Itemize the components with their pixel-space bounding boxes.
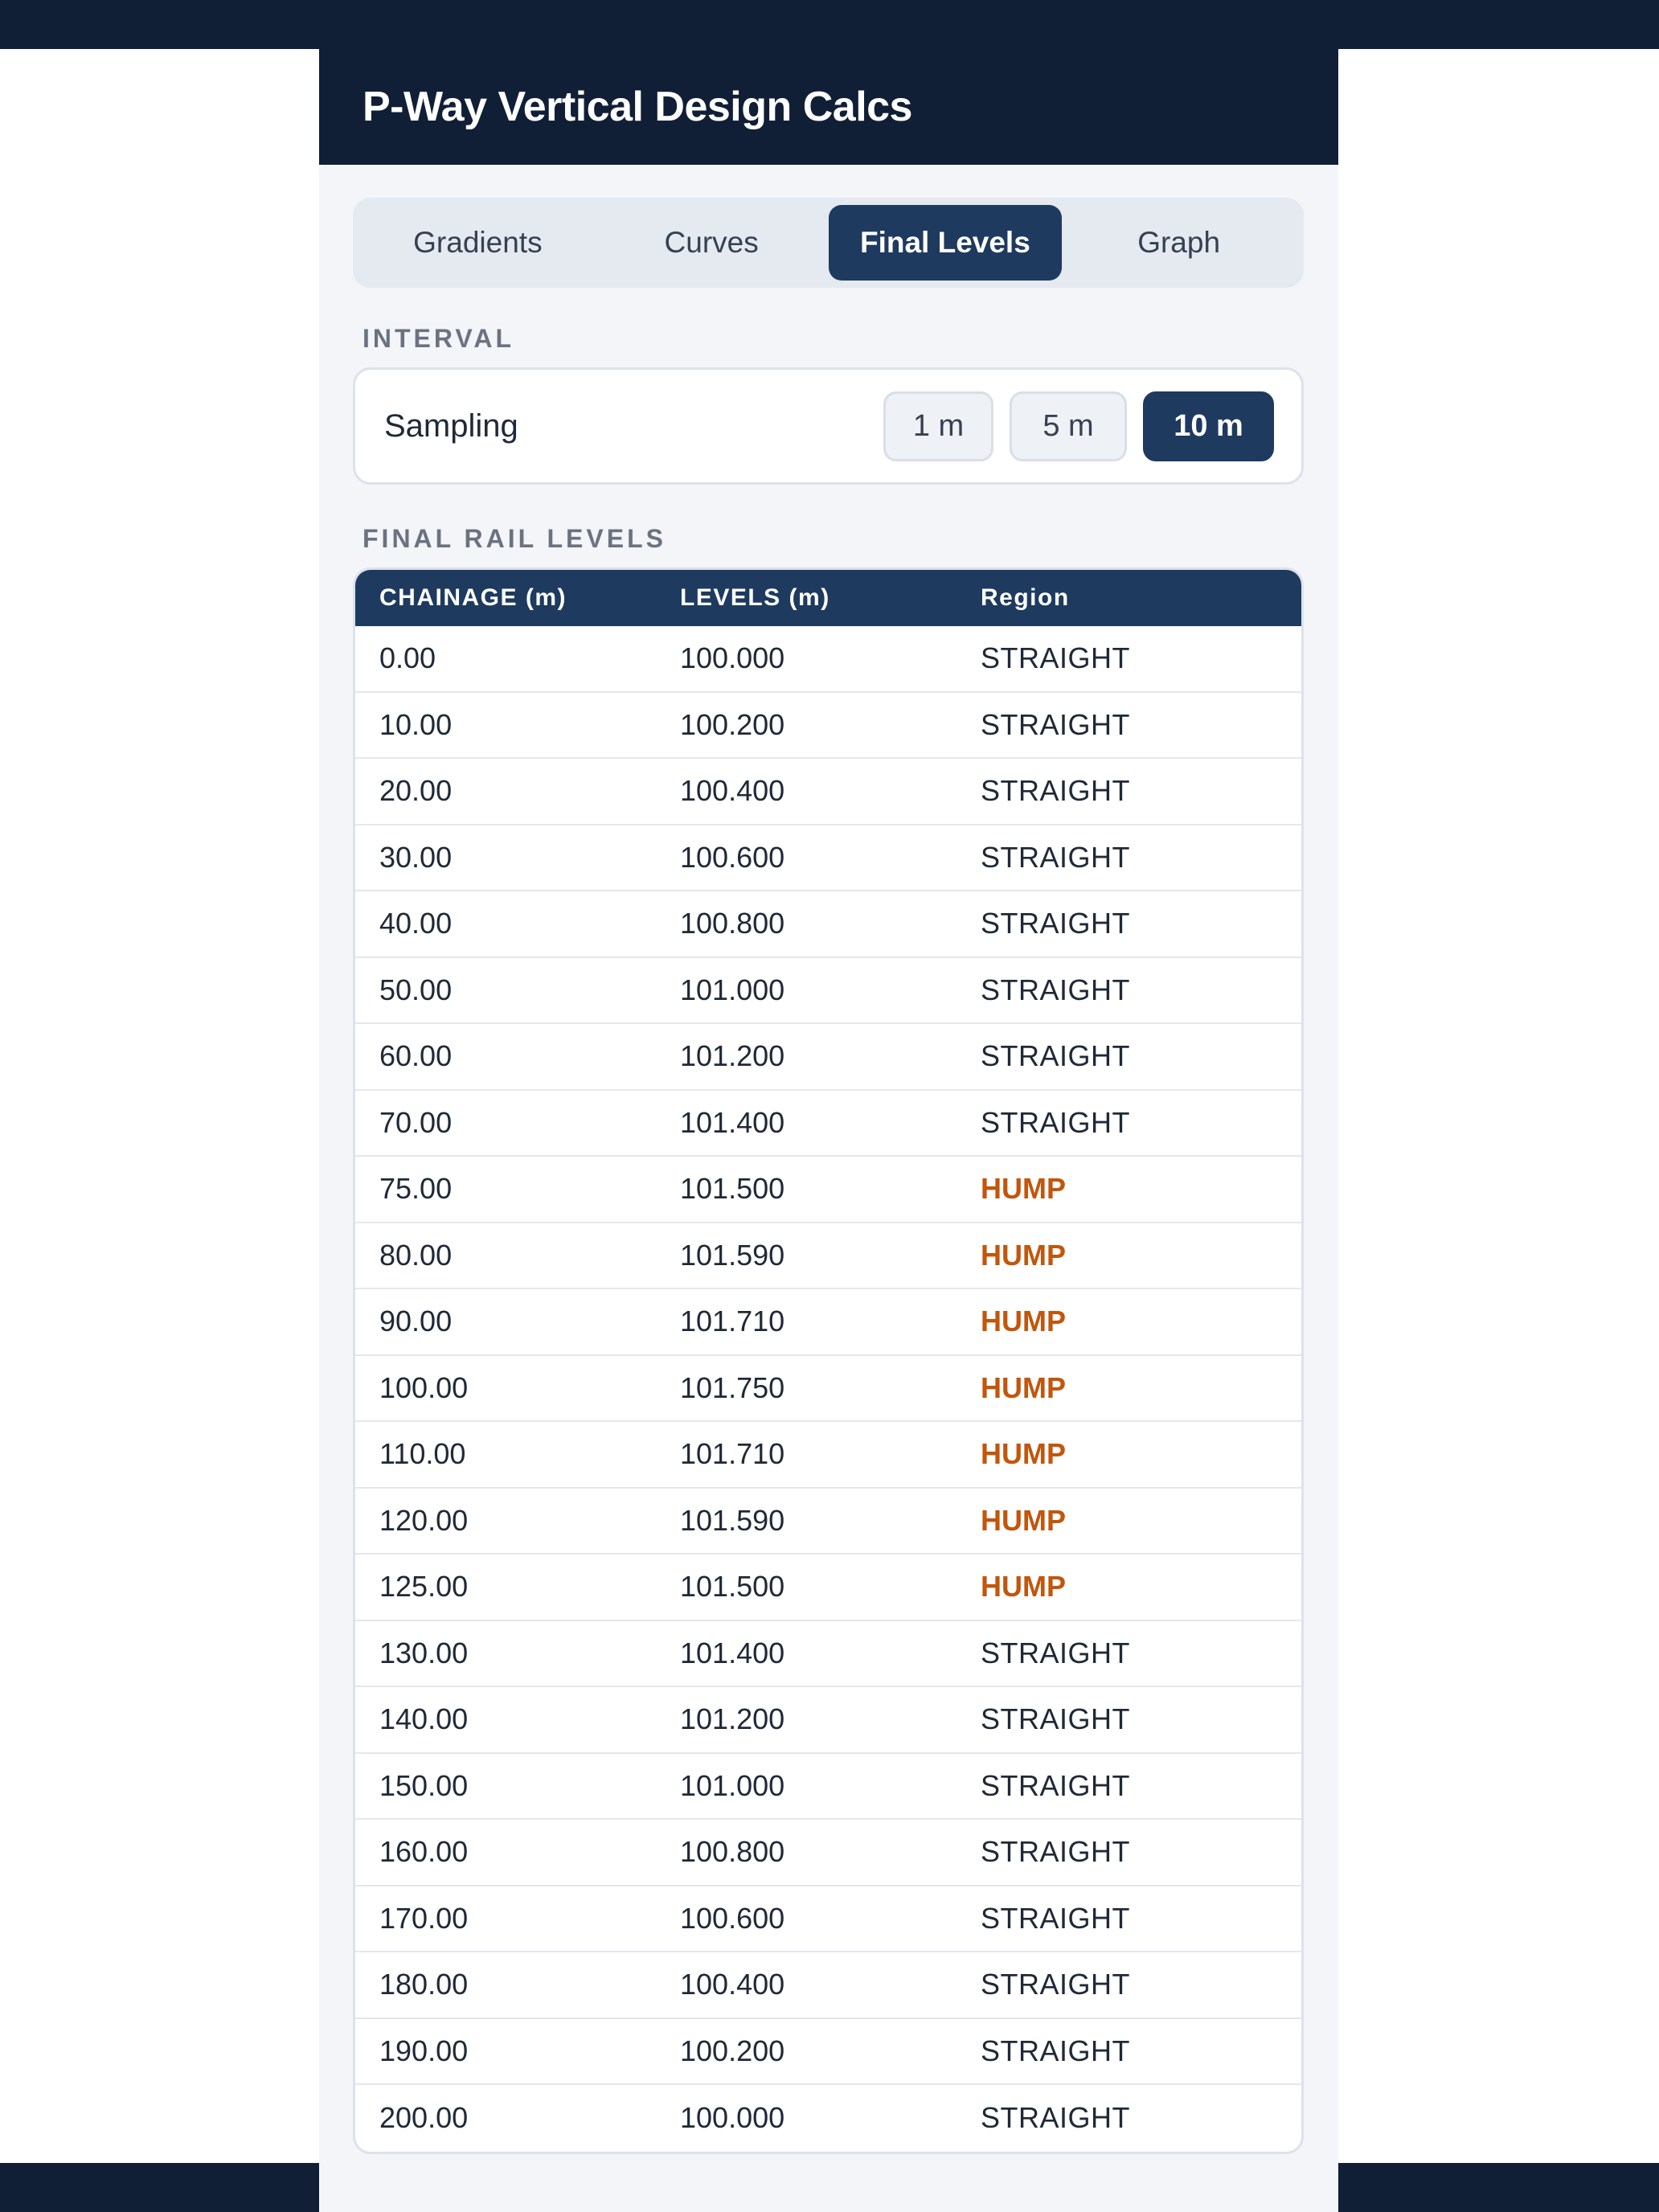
chainage-cell: 170.00 [379, 1901, 469, 1935]
chainage-cell: 10.00 [379, 707, 453, 741]
chainage-cell: 0.00 [379, 641, 436, 675]
table-row [355, 1157, 1301, 1223]
level-cell: 100.200 [680, 707, 785, 741]
table-row [355, 1687, 1301, 1754]
table-row [355, 1289, 1301, 1356]
table-header [355, 570, 1301, 626]
tab-curves[interactable]: Curves [664, 226, 759, 259]
region-cell: STRAIGHT [981, 1768, 1131, 1802]
table-row [355, 891, 1301, 958]
column-header-levels: LEVELS (m) [680, 584, 830, 611]
table-row [355, 1886, 1301, 1953]
chainage-cell: 100.00 [379, 1370, 469, 1404]
region-cell: HUMP [981, 1305, 1066, 1338]
chainage-cell: 30.00 [379, 840, 453, 874]
region-cell: STRAIGHT [981, 2101, 1131, 2135]
levels-table [353, 567, 1304, 2154]
chainage-cell: 150.00 [379, 1768, 469, 1802]
region-cell: HUMP [981, 1370, 1066, 1404]
table-row [355, 958, 1301, 1025]
level-cell: 100.600 [680, 840, 785, 874]
chainage-cell: 180.00 [379, 1968, 469, 2001]
level-cell: 101.750 [680, 1370, 785, 1404]
sampling-1m-button[interactable]: 1 m [883, 391, 993, 461]
chainage-cell: 160.00 [379, 1835, 469, 1869]
table-row [355, 1489, 1301, 1555]
app-container [319, 0, 1338, 2212]
level-cell: 101.200 [680, 1039, 785, 1073]
level-cell: 100.000 [680, 641, 785, 675]
chainage-cell: 20.00 [379, 774, 453, 808]
region-cell: STRAIGHT [981, 1702, 1131, 1736]
table-row [355, 1621, 1301, 1688]
level-cell: 101.000 [680, 973, 785, 1006]
region-cell: HUMP [981, 1437, 1066, 1471]
level-cell: 101.590 [680, 1238, 785, 1272]
level-cell: 100.200 [680, 2034, 785, 2067]
region-cell: STRAIGHT [981, 774, 1131, 808]
level-cell: 100.800 [680, 1835, 785, 1869]
tab-final-levels[interactable]: Final Levels [829, 205, 1063, 281]
chainage-cell: 190.00 [379, 2034, 469, 2067]
table-row [355, 1356, 1301, 1423]
level-cell: 101.400 [680, 1636, 785, 1669]
chainage-cell: 75.00 [379, 1172, 453, 1206]
tab-gradients[interactable]: Gradients [413, 226, 543, 259]
region-cell: STRAIGHT [981, 840, 1131, 874]
sampling-label: Sampling [384, 408, 518, 444]
chainage-cell: 130.00 [379, 1636, 469, 1669]
app-header [319, 0, 1338, 165]
level-cell: 101.400 [680, 1105, 785, 1139]
chainage-cell: 200.00 [379, 2101, 469, 2135]
table-row [355, 1091, 1301, 1157]
table-row [355, 1820, 1301, 1886]
chainage-cell: 110.00 [379, 1437, 466, 1471]
region-cell: HUMP [981, 1238, 1066, 1272]
tab-bar [353, 198, 1304, 288]
region-cell: STRAIGHT [981, 1835, 1131, 1869]
region-cell: STRAIGHT [981, 1636, 1131, 1669]
chainage-cell: 80.00 [379, 1238, 453, 1272]
table-row [355, 2019, 1301, 2086]
table-row [355, 2085, 1301, 2152]
level-cell: 100.400 [680, 1968, 785, 2001]
app-title: P-Way Vertical Design Calcs [363, 83, 912, 130]
level-cell: 101.200 [680, 1702, 785, 1736]
table-row [355, 1754, 1301, 1821]
table-row [355, 825, 1301, 892]
region-cell: STRAIGHT [981, 1105, 1131, 1139]
region-cell: HUMP [981, 1570, 1066, 1604]
table-row [355, 626, 1301, 693]
sampling-selector [883, 391, 1274, 461]
interval-section-label: INTERVAL [363, 324, 515, 353]
sampling-10m-button[interactable]: 10 m [1143, 391, 1274, 461]
region-cell: STRAIGHT [981, 1039, 1131, 1073]
table-row [355, 1555, 1301, 1621]
chainage-cell: 140.00 [379, 1702, 469, 1736]
chainage-cell: 40.00 [379, 907, 453, 940]
level-cell: 101.500 [680, 1172, 785, 1206]
column-header-region: Region [981, 584, 1070, 611]
level-cell: 101.500 [680, 1570, 785, 1604]
region-cell: STRAIGHT [981, 1968, 1131, 2001]
chainage-cell: 90.00 [379, 1305, 453, 1338]
levels-section-label: FINAL RAIL LEVELS [363, 524, 666, 553]
table-row [355, 1024, 1301, 1091]
table-row [355, 1422, 1301, 1489]
level-cell: 101.590 [680, 1503, 785, 1537]
table-body [355, 626, 1301, 2152]
table-row [355, 1952, 1301, 2019]
chainage-cell: 70.00 [379, 1105, 453, 1139]
region-cell: STRAIGHT [981, 907, 1131, 940]
chainage-cell: 50.00 [379, 973, 453, 1006]
region-cell: STRAIGHT [981, 641, 1131, 675]
sampling-5m-button[interactable]: 5 m [1010, 391, 1127, 461]
region-cell: STRAIGHT [981, 973, 1131, 1006]
region-cell: STRAIGHT [981, 1901, 1131, 1935]
column-header-chainage: CHAINAGE (m) [379, 584, 567, 611]
interval-card [353, 367, 1304, 485]
level-cell: 100.400 [680, 774, 785, 808]
level-cell: 101.000 [680, 1768, 785, 1802]
level-cell: 101.710 [680, 1305, 785, 1338]
level-cell: 100.600 [680, 1901, 785, 1935]
level-cell: 100.000 [680, 2101, 785, 2135]
region-cell: STRAIGHT [981, 2034, 1131, 2067]
chainage-cell: 125.00 [379, 1570, 469, 1604]
level-cell: 100.800 [680, 907, 785, 940]
region-cell: HUMP [981, 1172, 1066, 1206]
region-cell: HUMP [981, 1503, 1066, 1537]
region-cell: STRAIGHT [981, 707, 1131, 741]
table-row [355, 1223, 1301, 1290]
tab-graph[interactable]: Graph [1137, 226, 1221, 259]
level-cell: 101.710 [680, 1437, 785, 1471]
chainage-cell: 120.00 [379, 1503, 469, 1537]
chainage-cell: 60.00 [379, 1039, 453, 1073]
table-row [355, 759, 1301, 825]
table-row [355, 693, 1301, 760]
